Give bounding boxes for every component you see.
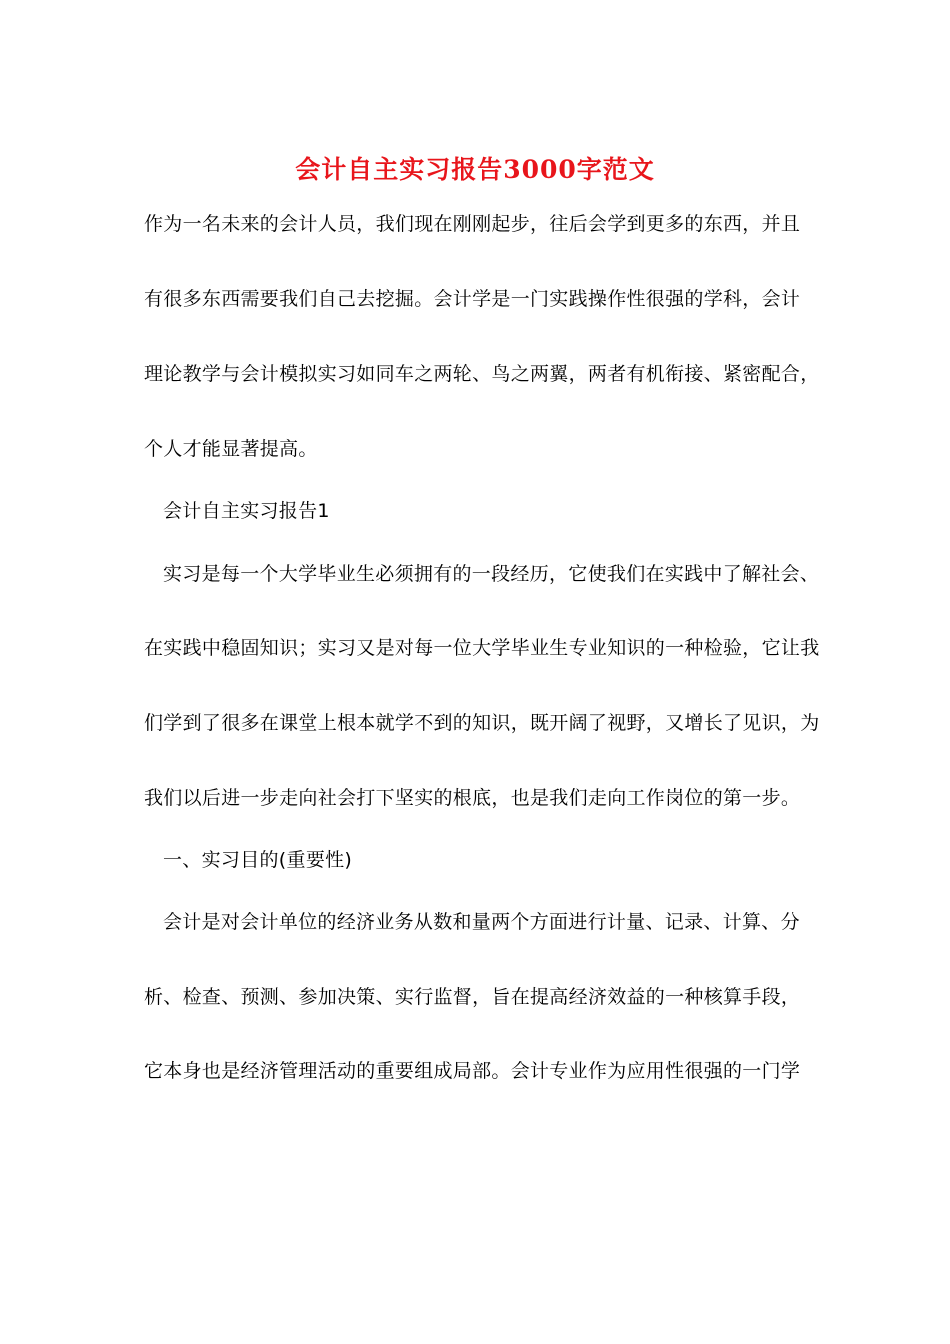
- paragraph-line: 我们以后进一步走向社会打下坚实的根底，也是我们走向工作岗位的第一步。: [144, 787, 801, 809]
- section-heading: 一、实习目的(重要性): [163, 849, 353, 871]
- paragraph-line: 实习是每一个大学毕业生必须拥有的一段经历，它使我们在实践中了解社会、: [163, 563, 820, 585]
- paragraph-line: 析、检查、预测、参加决策、实行监督，旨在提高经济效益的一种核算手段，: [144, 986, 801, 1008]
- document-title: 会计自主实习报告3000字范文: [295, 155, 655, 184]
- paragraph-line: 个人才能显著提高。: [144, 438, 318, 460]
- paragraph-line: 它本身也是经济管理活动的重要组成局部。会计专业作为应用性很强的一门学: [144, 1060, 801, 1082]
- paragraph-line: 们学到了很多在课堂上根本就学不到的知识，既开阔了视野，又增长了见识，为: [144, 712, 820, 734]
- paragraph-line: 在实践中稳固知识；实习又是对每一位大学毕业生专业知识的一种检验，它让我: [144, 637, 820, 659]
- paragraph-line: 作为一名未来的会计人员，我们现在刚刚起步，往后会学到更多的东西，并且: [144, 213, 801, 235]
- paragraph-line: 会计是对会计单位的经济业务从数和量两个方面进行计量、记录、计算、分: [163, 911, 800, 933]
- paragraph-line: 理论教学与会计模拟实习如同车之两轮、鸟之两翼，两者有机衔接、紧密配合，: [144, 363, 820, 385]
- paragraph-line: 有很多东西需要我们自己去挖掘。会计学是一门实践操作性很强的学科，会计: [144, 288, 801, 310]
- section-heading: 会计自主实习报告1: [163, 500, 330, 522]
